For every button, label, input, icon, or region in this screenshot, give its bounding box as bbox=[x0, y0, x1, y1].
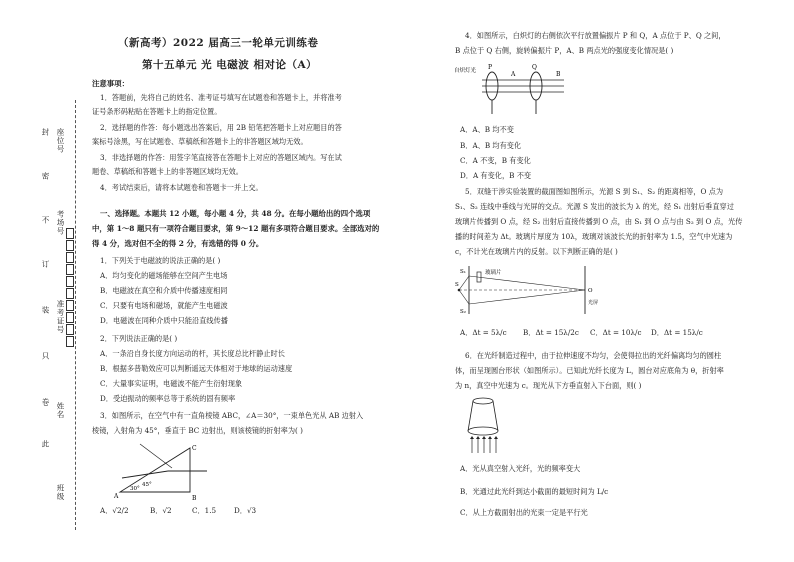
glass-label: 玻璃片 bbox=[485, 270, 502, 276]
exam-title: （新高考）2022 届高三一轮单元训练卷 bbox=[118, 37, 319, 49]
option: C．1.5 bbox=[192, 506, 217, 515]
option: B．光通过此光纤到达小截面的最短时间为 L/c bbox=[460, 487, 609, 496]
angle-30-label: 30° bbox=[130, 486, 140, 492]
lamp-label: 自炽灯光 bbox=[454, 68, 477, 74]
option: C．A 不变，B 有变化 bbox=[460, 156, 531, 165]
question-stem: 玻璃片传播到 O 点，经 S₂ 出射后直接传播到 O 点，由 S₁ 到 O 点与由 S₂ 到 O 点，光传 bbox=[455, 217, 743, 226]
option: A．Δt = 5λ/c bbox=[460, 328, 507, 337]
cut-line bbox=[75, 100, 77, 530]
question-stem: 6．在光纤制造过程中，由于拉伸速度不均匀，会使得拉出的光纤偏离均匀的圆柱 bbox=[465, 351, 722, 360]
section-instruction: 中，第 1～8 题只有一项符合题目要求，第 9～12 题有多项符合题目要求。全部选对的 bbox=[92, 224, 380, 233]
option: D．受迫振动的频率总等于系统的固有频率 bbox=[100, 394, 236, 403]
option: B．电磁波在真空和介质中传播速度相同 bbox=[100, 286, 228, 295]
question-stem: 5．双缝干涉实验装置的截面图如图所示，光源 S 到 S₁、S₂ 的距离相等，O 点为 bbox=[465, 187, 724, 196]
notice-line: 证号条形码粘贴在答题卡上的指定位置。 bbox=[92, 107, 222, 116]
question-stem: c，不计光在玻璃片内的反射。以下判断正确的是( ) bbox=[455, 247, 618, 256]
option: B．根据多普勒效应可以判断遥远天体相对于地球的运动速度 bbox=[100, 364, 293, 373]
prism-figure bbox=[112, 440, 212, 502]
p-label: P bbox=[488, 64, 493, 71]
question-stem: 4．如图所示，白炽灯的右侧依次平行放置偏振片 P 和 Q，A 点位于 P、Q 之间， bbox=[465, 31, 726, 40]
q-label: Q bbox=[532, 64, 537, 71]
option: C．只要有电场和磁场，就能产生电磁波 bbox=[100, 301, 228, 310]
question-stem: 2．下列说法正确的是( ) bbox=[100, 334, 178, 343]
incident-ray bbox=[122, 471, 168, 478]
seat-number-label: 座位号 bbox=[56, 128, 65, 154]
option: A．光从真空射入光纤，光的频率变大 bbox=[460, 464, 581, 473]
exam-room-label: 考场号 bbox=[56, 210, 65, 236]
cut-char: 不 bbox=[41, 216, 50, 225]
notice-line: 3．非选择题的作答：用签字笔直接答在答题卡上对应的答题区域内。写在试 bbox=[100, 153, 342, 162]
cut-char: 订 bbox=[41, 260, 50, 269]
notice-line: 1．答题前，先将自己的姓名、准考证号填写在试题卷和答题卡上，并将准考 bbox=[100, 93, 342, 102]
option: C．大量事实证明，电磁波不能产生衍射现象 bbox=[100, 379, 243, 388]
b-label: B bbox=[556, 71, 561, 78]
screen-label: 光屏 bbox=[588, 300, 599, 306]
option: C．从上方截面射出的光束一定是平行光 bbox=[460, 508, 588, 517]
class-label: 班级 bbox=[56, 484, 65, 501]
option: D．A 有变化，B 不变 bbox=[460, 171, 532, 180]
o-label: O bbox=[588, 288, 593, 294]
unit-title: 第十五单元 光 电磁波 相对论（A） bbox=[142, 59, 318, 71]
option: B．A、B 均有变化 bbox=[460, 141, 522, 150]
option: C．Δt = 10λ/c bbox=[590, 328, 642, 337]
name-label: 姓名 bbox=[56, 402, 65, 419]
option: D．电磁波在同种介质中只能沿直线传播 bbox=[100, 316, 228, 325]
cut-char: 封 bbox=[41, 128, 50, 137]
question-stem: 体，而呈现圆台形状（如图所示）。已知此光纤长度为 L，圆台对应底角为 θ，折射率 bbox=[455, 366, 724, 375]
s2-label: S₂ bbox=[460, 309, 466, 315]
notice-line: 题卷、草稿纸和答题卡上的非答题区域均无效。 bbox=[92, 167, 243, 176]
notice-line: 4．考试结束后，请将本试题卷和答题卡一并上交。 bbox=[100, 183, 263, 192]
option: B．Δt = 15λ/2c bbox=[523, 328, 579, 337]
double-slit-figure bbox=[455, 262, 605, 318]
question-stem: B 点位于 Q 右侧，旋转偏振片 P，A、B 两点光的强度变化情况是( ) bbox=[455, 46, 674, 55]
s1-label: S₁ bbox=[460, 269, 466, 275]
fiber-figure bbox=[460, 395, 506, 457]
notice-line: 2．选择题的作答：每小题选出答案后，用 2B 铅笔把答题卡上对应题目的答 bbox=[100, 123, 342, 132]
option: B．√2 bbox=[150, 506, 172, 515]
option: A．一条沿自身长度方向运动的杆，其长度总比杆静止时长 bbox=[100, 349, 285, 358]
ticket-number-label: 准考证号 bbox=[56, 300, 65, 334]
vertex-b-label: B bbox=[192, 495, 197, 502]
option: D．√3 bbox=[234, 506, 257, 515]
option: A．√2/2 bbox=[100, 506, 129, 515]
vertex-a-label: A bbox=[114, 493, 119, 500]
question-stem: 播的时间差为 Δt。玻璃片厚度为 10λ，玻璃对该波长光的折射率为 1.5，空气中光速为 bbox=[455, 232, 733, 241]
vertex-c-label: C bbox=[192, 445, 197, 452]
cut-char: 卷 bbox=[41, 398, 50, 407]
section-instruction: 得 4 分，选对但不全的得 2 分，有选错的得 0 分。 bbox=[92, 239, 264, 248]
polarizer-figure bbox=[452, 60, 572, 118]
section-instruction: 一、选择题。本题共 12 小题，每小题 4 分，共 48 分。在每小题给出的四个选项 bbox=[100, 209, 371, 218]
normal-line bbox=[140, 444, 172, 468]
s-label: S bbox=[455, 282, 459, 288]
question-stem: 棱镜，入射角为 45°，垂直于 BC 边射出，则该棱镜的折射率为( ) bbox=[92, 426, 303, 435]
notice-heading: 注意事项： bbox=[92, 79, 129, 88]
cut-char: 此 bbox=[41, 440, 50, 449]
angle-45-label: 45° bbox=[142, 482, 152, 488]
question-stem: 1．下列关于电磁波的说法正确的是( ) bbox=[100, 256, 221, 265]
question-stem: 为 n，真空中光速为 c。现光从下方垂直射入下台面，则( ) bbox=[455, 381, 642, 390]
question-stem: S₁、S₂ 连线中垂线与光屏的交点。光源 S 发出的波长为 λ 的光，经 S₁ 出射后垂直穿过 bbox=[455, 202, 734, 211]
option: D．Δt = 15λ/c bbox=[651, 328, 703, 337]
cut-char: 只 bbox=[41, 352, 50, 361]
question-stem: 3．如图所示，在空气中有一直角棱镜 ABC，∠A＝30°，一束单色光从 AB 边射入 bbox=[100, 411, 364, 420]
ticket-number-boxes[interactable] bbox=[66, 228, 74, 348]
notice-line: 案标号涂黑，写在试题卷、草稿纸和答题卡上的非答题区域均无效。 bbox=[92, 137, 308, 146]
cut-char: 密 bbox=[41, 172, 50, 181]
a-label: A bbox=[511, 71, 516, 78]
cut-char: 装 bbox=[41, 306, 50, 315]
option: A．A、B 均不变 bbox=[460, 125, 514, 134]
option: A．均匀变化的磁场能够在空间产生电场 bbox=[100, 271, 228, 280]
